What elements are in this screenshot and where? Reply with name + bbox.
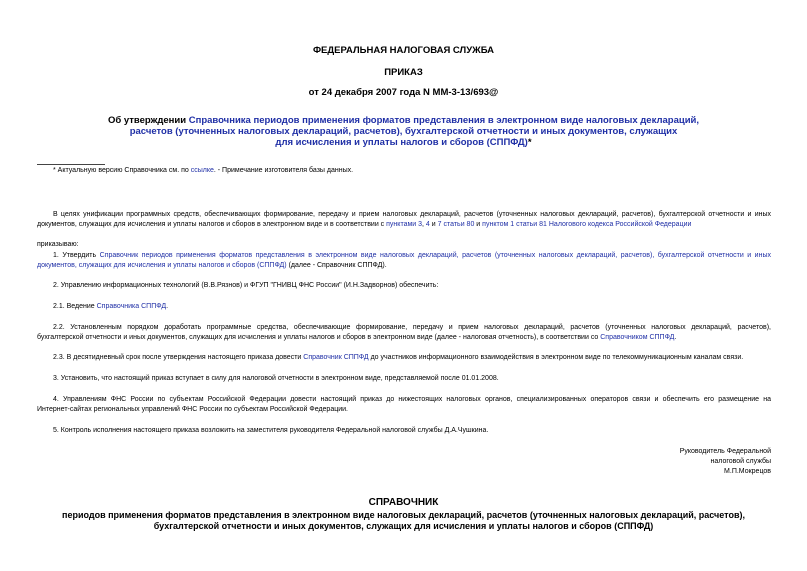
preamble-link-4[interactable]: 4: [425, 221, 430, 228]
item-2: 2. Управлению информационных технологий (В.В.Рязнов) и ФГУП "ГНИВЦ ФНС России" (И.Н.Задворнов) обеспечить:: [53, 282, 439, 289]
title-line-3-link[interactable]: для исчисления и уплаты налогов и сборов (СППФД): [275, 137, 528, 148]
item-2-2-line-1: 2.2. Установленным порядком доработать программные средства, обеспечивающие формирование, передачу и прием налоговых деклараций, расчетов (уточненных налоговых деклараций, расчетов),: [53, 324, 771, 331]
item-2-2-text: бухгалтерской отчетности и иных документов, служащих для исчисления и уплаты налогов и сборов в электронном виде (далее - налоговая отчетность), в соответствии со: [37, 334, 601, 341]
item-4-line-1: 4. Управлениям ФНС России по субъектам Российской Федерации довести настоящий приказ до нижестоящих налоговых органов, специализированных операторов связи и обеспечить его размещение на: [53, 396, 771, 403]
footnote-text-before: * Актуальную версию Справочника см. по: [53, 167, 191, 174]
reference-heading: СПРАВОЧНИК: [368, 497, 439, 508]
item-5: 5. Контроль исполнения настоящего приказа возложить на заместителя руководителя Федеральной налоговой службы Д.А.Чушкина.: [53, 427, 489, 434]
preamble-line-1: В целях унификации программных средств, обеспечивающих формирование, передачу и прием налоговых деклараций, расчетов (уточненных налоговых деклараций, расчетов), бухгалтерской отчетности и иных: [53, 211, 771, 218]
signature-position-1: Руководитель Федеральной: [679, 448, 771, 455]
item-2-1-suffix: .: [166, 303, 169, 310]
item-3: 3. Установить, что настоящий приказ вступает в силу для налоговой отчетности в электронном виде, представляемой после 01.01.2008.: [53, 375, 499, 382]
signature-position-2: налоговой службы: [710, 458, 771, 465]
item-2-3-suffix: до участников информационного взаимодействия в электронном виде по телекоммуникационным каналам связи.: [368, 354, 744, 361]
preamble-sep-1: ,: [422, 221, 426, 228]
item-4-line-2: Интернет-сайтах региональных управлений ФНС России по субъектам Российской Федерации.: [37, 406, 348, 413]
item-1-line-2: [37, 261, 387, 270]
title-line-3: [0, 137, 807, 148]
reference-line-1: периодов применения форматов представления в электронном виде налоговых деклараций, расчетов (уточненных налоговых деклараций, расчетов),: [62, 510, 745, 520]
item-1-suffix: (далее - Справочник СППФД).: [286, 262, 387, 269]
preamble-link-points-3[interactable]: пунктами 3: [386, 221, 423, 228]
item-2-1-prefix: 2.1. Ведение: [53, 303, 97, 310]
item-1-link[interactable]: Справочник периодов применения форматов представления в электронном виде налоговых деклараций, расчетов (уточненных налоговых деклараций, расчетов), бухгалтерской отчетности и иных: [99, 252, 771, 259]
title-line-1: [0, 115, 807, 126]
item-1-link-2[interactable]: документов, служащих для исчисления и уплаты налогов и сборов (СППФД): [37, 262, 287, 269]
item-2-2-suffix: .: [674, 334, 677, 341]
item-2-3-link[interactable]: Справочник СППФД: [303, 354, 369, 361]
footnote-divider: [37, 164, 105, 165]
item-2-1: [53, 302, 168, 311]
preamble-sep-2: и: [429, 221, 438, 228]
footnote-link[interactable]: ссылке: [190, 167, 214, 174]
title-prefix: Об утверждении: [107, 115, 189, 126]
item-1-line-1: [53, 251, 771, 260]
doc-type: ПРИКАЗ: [384, 67, 423, 78]
signature-name: М.П.Мокрецов: [724, 468, 771, 475]
preamble-text: документов, служащих для исчисления и уплаты налогов и сборов в электронном виде и в соответствии с: [37, 221, 387, 228]
preamble-link-7-article-80[interactable]: 7 статьи 80: [437, 221, 475, 228]
preamble-sep-3: и: [474, 221, 483, 228]
doc-date-number: от 24 декабря 2007 года N ММ-3-13/693@: [308, 87, 499, 98]
item-1-prefix: 1. Утвердить: [53, 252, 100, 259]
agency-title: ФЕДЕРАЛЬНАЯ НАЛОГОВАЯ СЛУЖБА: [312, 45, 495, 56]
item-2-3: [53, 353, 743, 362]
item-2-2-line-2: [37, 333, 676, 342]
item-2-3-prefix: 2.3. В десятидневный срок после утверждения настоящего приказа довести: [53, 354, 304, 361]
prikazyvayu: приказываю:: [37, 241, 79, 248]
item-2-1-link[interactable]: Справочника СППФД: [96, 303, 167, 310]
title-line-2[interactable]: расчетов (уточненных налоговых деклараций, расчетов), бухгалтерской отчетности и иных документов, служащих: [129, 126, 678, 137]
item-2-2-link[interactable]: Справочником СППФД: [600, 334, 675, 341]
footnote: [53, 166, 353, 175]
preamble-link-article-81[interactable]: пунктом 1 статьи 81 Налогового кодекса Российской Федерации: [482, 221, 692, 228]
title-footnote-mark: *: [527, 137, 532, 148]
footnote-text-after: . - Примечание изготовителя базы данных.: [213, 167, 354, 174]
reference-line-2: бухгалтерской отчетности и иных документов, служащих для исчисления и уплаты налогов и сборов (СППФД): [153, 521, 654, 531]
title-directory-link[interactable]: Справочника периодов применения форматов представления в электронном виде налоговых деклараций,: [188, 115, 700, 126]
preamble-line-2: [37, 220, 691, 229]
